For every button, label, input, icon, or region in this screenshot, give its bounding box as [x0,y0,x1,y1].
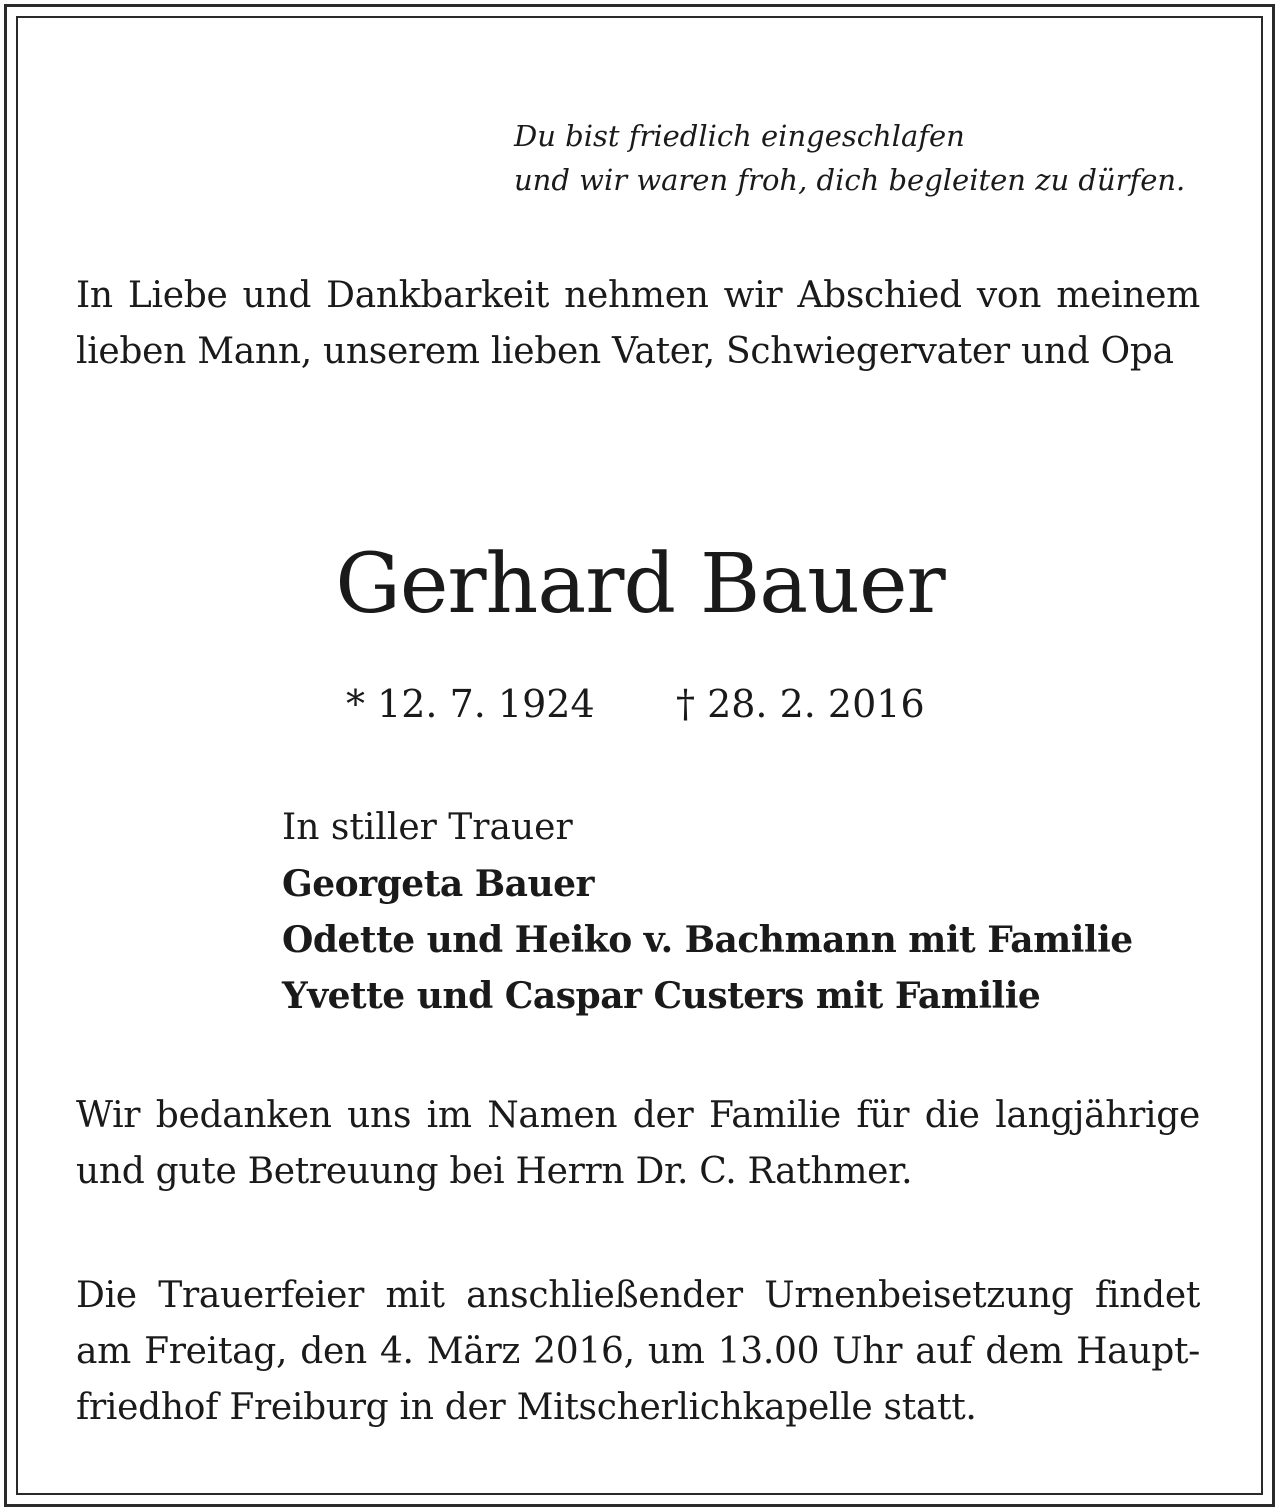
death-date: † 28. 2. 2016 [676,682,925,726]
motto-line-2: und wir waren froh, dich begleiten zu dürfen. [514,163,1186,197]
ceremony-line-2: am Freitag, den 4. März 2016, um 13.00 Uhr auf dem Haupt- [76,1331,1200,1372]
deceased-name: Gerhard Bauer [335,537,945,632]
thanks-paragraph: Wir bedanken uns im Namen der Familie für die langjährige und gute Betreuung bei Herrn Dr. C. Rathmer. [76,1095,1200,1192]
ceremony-line-3: friedhof Freiburg in der Mitscherlichkapelle statt. [76,1387,977,1428]
motto-quote [514,114,1234,202]
mourner-name: Yvette und Caspar Custers mit Familie [282,975,1041,1017]
birth-date: * 12. 7. 1924 [346,682,595,726]
ceremony-paragraph [76,1268,1200,1436]
mourners-block [282,800,1242,1024]
mourners-heading: In stiller Trauer [282,807,573,848]
ceremony-line-1: Die Trauerfeier mit anschließender Urnenbeisetzung findet [76,1275,1200,1316]
motto-line-1: Du bist friedlich eingeschlafen [514,119,965,153]
mourner-name: Odette und Heiko v. Bachmann mit Familie [282,919,1133,961]
mourner-name: Georgeta Bauer [282,863,594,905]
intro-paragraph: In Liebe und Dankbarkeit nehmen wir Abschied von meinem lieben Mann, unserem lieben Vater, Schwiegervater und Opa [76,275,1200,372]
